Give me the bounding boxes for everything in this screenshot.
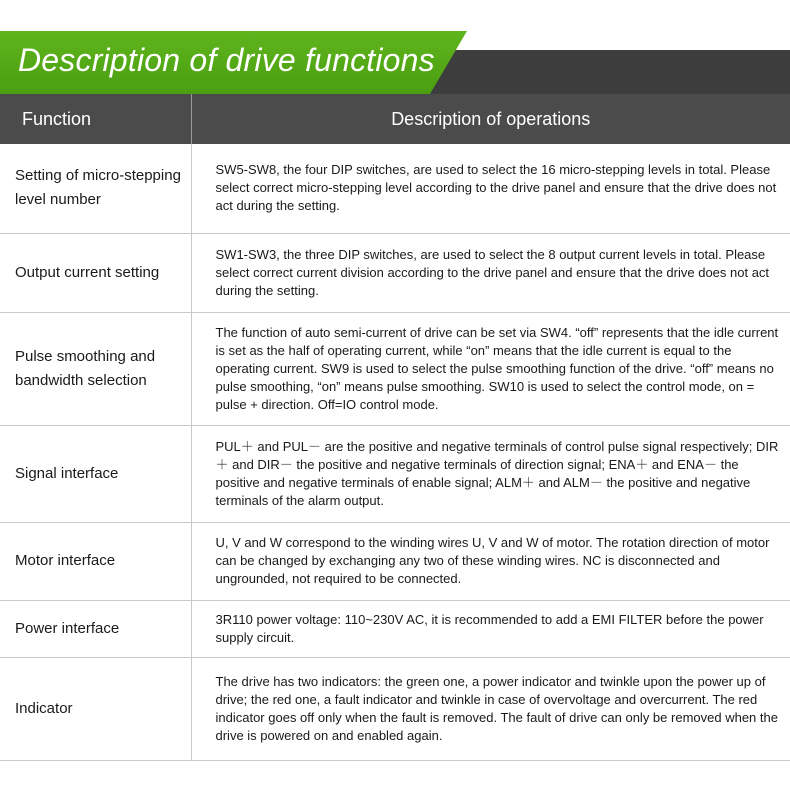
description-cell: PUL＋ and PUL－ are the positive and negative terminals of control pulse signal respectively; DIR＋ and DIR－ the positive and negative terminals of direction signal; ENA＋ and ENA－ the positive and negative terminals of enable signal; ALM＋ and ALM－ the positive and negative terminals of the alarm output.: [191, 425, 790, 522]
table-row: [0, 600, 790, 657]
table-header-row: [0, 94, 790, 144]
function-cell: Setting of micro-stepping level number: [0, 144, 191, 233]
functions-table: [0, 94, 790, 761]
function-cell: Output current setting: [0, 233, 191, 312]
table-row: [0, 657, 790, 760]
function-cell: Power interface: [0, 600, 191, 657]
description-cell: SW5-SW8, the four DIP switches, are used to select the 16 micro-stepping levels in total. Please select correct micro-stepping level according to the drive panel and ensure that the drive does not act during the setting.: [191, 144, 790, 233]
page-title: Description of drive functions: [18, 42, 435, 78]
function-cell: Indicator: [0, 657, 191, 760]
description-column-header: Description of operations: [191, 94, 790, 144]
function-cell: Signal interface: [0, 425, 191, 522]
table-row: [0, 144, 790, 233]
function-column-header: Function: [0, 94, 191, 144]
function-cell: Pulse smoothing and bandwidth selection: [0, 312, 191, 425]
table-row: [0, 233, 790, 312]
description-cell: SW1-SW3, the three DIP switches, are used to select the 8 output current levels in total. Please select correct current division according to the drive panel and ensure that the drive does not act during the setting.: [191, 233, 790, 312]
description-cell: 3R110 power voltage: 110~230V AC, it is recommended to add a EMI FILTER before the power supply circuit.: [191, 600, 790, 657]
description-cell: U, V and W correspond to the winding wires U, V and W of motor. The rotation direction of motor can be changed by exchanging any two of these winding wires. NC is disconnected and ungrounded, not required to be connected.: [191, 522, 790, 600]
table-row: [0, 522, 790, 600]
table-row: [0, 312, 790, 425]
section-banner: [0, 0, 790, 94]
description-cell: The drive has two indicators: the green one, a power indicator and twinkle upon the power up of drive; the red one, a fault indicator and twinkle in case of overvoltage and overcurrent. The red indicator goes off only when the fault is removed. The fault of drive can only be removed when the drive is powered on and enabled again.: [191, 657, 790, 760]
table-row: [0, 425, 790, 522]
function-cell: Motor interface: [0, 522, 191, 600]
description-cell: The function of auto semi-current of drive can be set via SW4. “off” represents that the idle current is set as the half of operating current, while “on” means that the idle current is equal to the operating current. SW9 is used to select the pulse smoothing function of the drive. “off” means no pulse smoothing, “on” means pulse smoothing. SW10 is used to select the control mode, on = pulse + direction. Off=IO control mode.: [191, 312, 790, 425]
